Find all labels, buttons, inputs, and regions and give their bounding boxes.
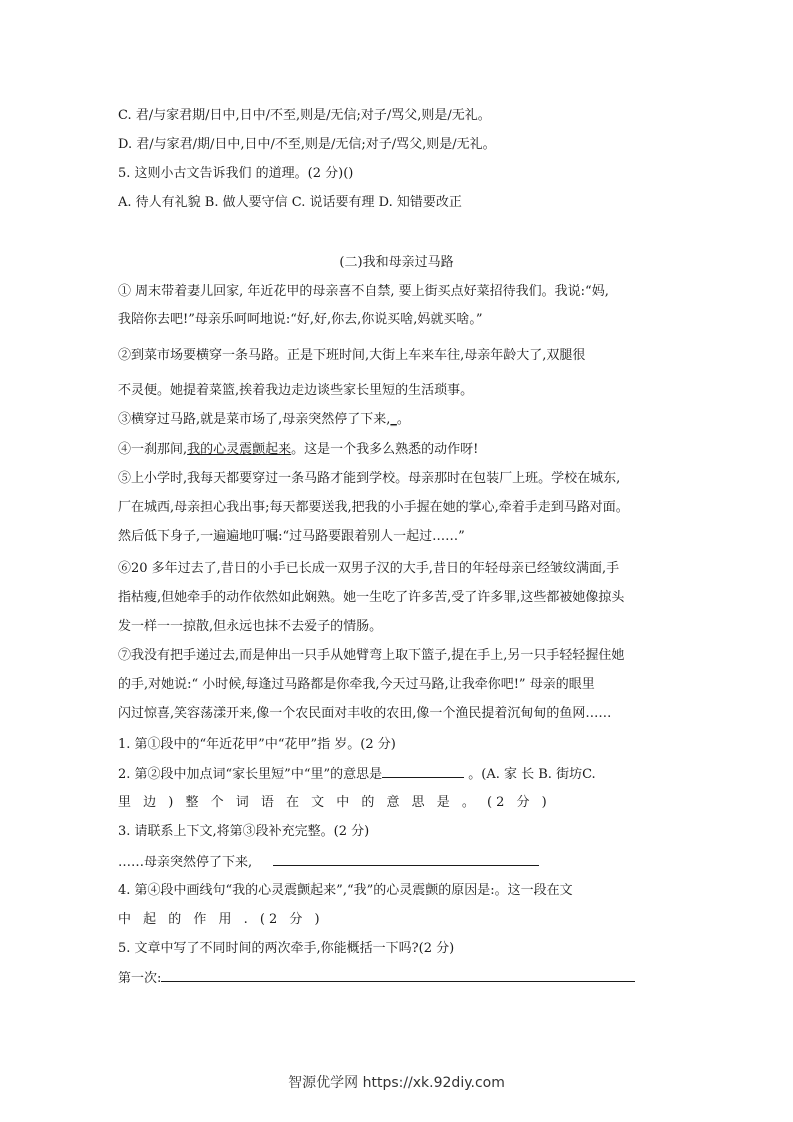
paragraph-5-line-2: 厂在城西,母亲担心我出事;每天都要送我,把我的小手握在她的掌心,牵着手走到马路对面。 <box>118 500 629 515</box>
question-5-first-line <box>118 969 678 988</box>
question-5: 5. 文章中写了不同时间的两次牵手,你能概括一下吗?(2 分) <box>118 941 455 956</box>
paragraph-7-line-2: 的手,对她说:“ 小时候,每逢过马路都是你牵我,今天过马路,让我牵你吧!” 母亲的眼里 <box>118 677 595 692</box>
paragraph-4-underlined: 我的心灵震颤起来 <box>187 442 292 457</box>
paragraph-3 <box>118 411 678 429</box>
paragraph-5-line-1: ⑤上小学时,我每天都要穿过一条马路才能到学校。母亲那时在包装厂上班。学校在城东, <box>118 471 621 486</box>
footer-watermark: 智源优学网 https://xk.92diy.com <box>288 1075 505 1091</box>
paragraph-6-line-2: 指枯瘦,但她牵手的动作依然如此娴熟。她一生吃了许多苦,受了许多罪,这些都被她像掠头 <box>118 590 625 605</box>
paragraph-4 <box>118 441 678 459</box>
question-5-first-blank[interactable] <box>161 969 635 982</box>
question-3: 3. 请联系上下文,将第③段补充完整。(2 分) <box>118 824 370 839</box>
question-4-line-2: 中 起 的 作 用 . (2 分 ) <box>118 912 324 927</box>
question-2-pre: 2. 第②段中加点词“家长里短”中“里”的意思是 <box>118 767 383 782</box>
paragraph-6-line-3: 发一样一一掠散,但永远也抹不去爱子的情肠。 <box>118 619 383 634</box>
question-1: 1. 第①段中的“年近花甲”中“花甲”指 岁。(2 分) <box>118 737 396 752</box>
paragraph-2-line-1: ②到菜市场要横穿一条马路。正是下班时间,大街上车来车往,母亲年龄大了,双腿很 <box>118 348 586 363</box>
paragraph-1-line-1: ① 周末带着妻儿回家, 年近花甲的母亲喜不自禁, 要上街买点好菜招待我们。我说:“妈, <box>118 284 609 299</box>
option-d: D. 君/与家君/期/日中,日中/不至,则是/无信;对子/骂父,则是/无礼。 <box>118 137 496 152</box>
paragraph-6-line-1: ⑥20 多年过去了,昔日的小手已长成一双男子汉的大手,昔日的年轻母亲已经皱纹满面,手 <box>118 561 620 576</box>
paragraph-4-pre: ④一刹那间, <box>118 442 188 457</box>
question-5-classical: 5. 这则小古文告诉我们 的道理。(2 分)() <box>118 166 354 181</box>
option-c: C. 君/与家君期/日中,日中/不至,则是/无信;对子/骂父,则是/无礼。 <box>118 108 491 123</box>
question-2-line-2: 里 边 ) 整 个 词 语 在 文 中 的 意 思 是 。 (2 分 ) <box>118 795 551 810</box>
question-5-first-label: 第一次: <box>118 971 162 986</box>
paragraph-3-blank: _ <box>390 412 397 427</box>
question-3-answer-blank[interactable] <box>273 853 539 866</box>
question-5-options: A. 待人有礼貌 B. 做人要守信 C. 说话要有理 D. 知错要改正 <box>118 195 462 210</box>
question-3-answer-prefix: ……母亲突然停了下来, <box>118 855 253 870</box>
paragraph-5-line-3: 然后低下身子,一遍遍地叮嘱:“过马路要跟着别人一起过……” <box>118 529 465 544</box>
paragraph-2-line-2: 不灵便。她提着菜篮,挨着我边走边谈些家长里短的生活琐事。 <box>118 383 474 398</box>
question-4-line-1: 4. 第④段中画线句“我的心灵震颤起来”,“我”的心灵震颤的原因是:。这一段在文 <box>118 883 573 898</box>
passage-title: (二)我和母亲过马路 <box>339 255 454 270</box>
paragraph-4-post: 。这是一个我多么熟悉的动作呀! <box>291 442 479 457</box>
paragraph-3-text: ③横穿过马路,就是菜市场了,母亲突然停了下来, <box>118 412 391 427</box>
question-2-answer-blank[interactable] <box>382 765 464 778</box>
paragraph-1-line-2: 我陪你去吧!”母亲乐呵呵地说:“好,好,你去,你说买啥,妈就买啥。” <box>118 312 483 327</box>
question-2-post: 。(A. 家 长 B. 街坊C. <box>464 767 596 782</box>
paragraph-7-line-3: 闪过惊喜,笑容荡漾开来,像一个农民面对丰收的农田,像一个渔民提着沉甸甸的鱼网…… <box>118 706 612 721</box>
question-2-line-1 <box>118 765 678 784</box>
question-3-answer-line <box>118 853 678 872</box>
paragraph-3-end: 。 <box>396 412 410 427</box>
paragraph-7-line-1: ⑦我没有把手递过去,而是伸出一只手从她臂弯上取下篮子,提在手上,另一只手轻轻握住她 <box>118 648 625 663</box>
